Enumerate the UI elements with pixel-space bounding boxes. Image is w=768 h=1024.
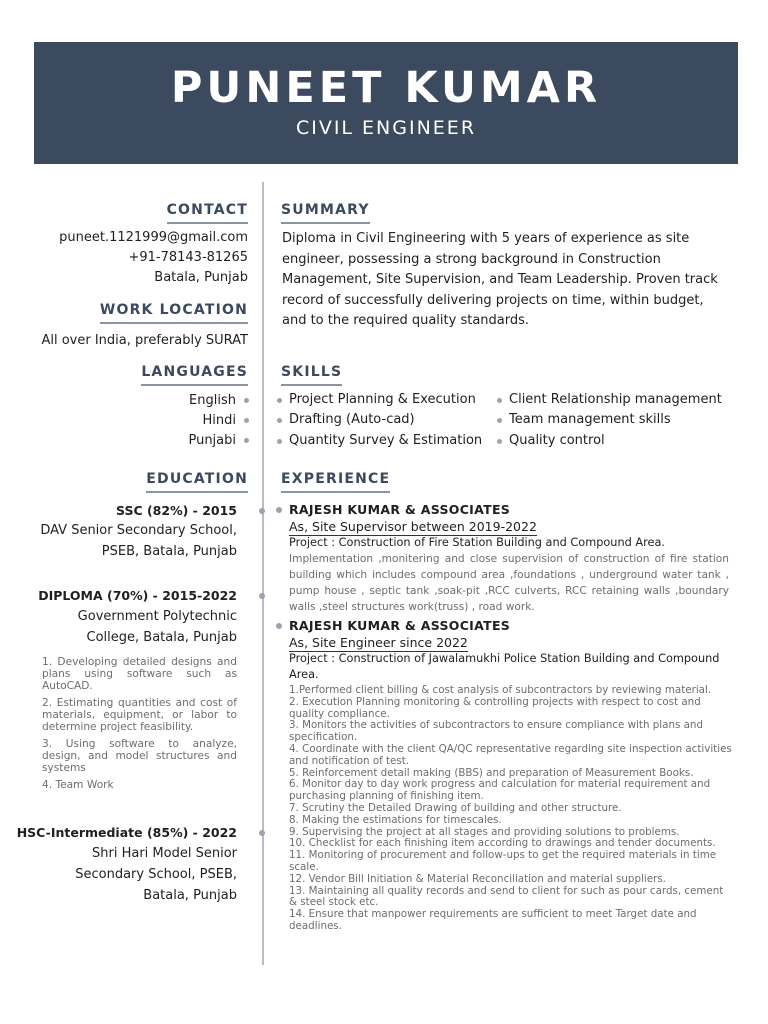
experience-heading: EXPERIENCE <box>281 470 390 493</box>
experience-role: As, Site Engineer since 2022 <box>289 635 468 650</box>
education-title: SSC (82%) - 2015 <box>116 503 237 518</box>
duty-item: 9. Supervising the project at all stages and providing solutions to problems. <box>289 825 680 838</box>
education-heading: EDUCATION <box>146 470 248 493</box>
education-bullet: 2. Estimating quantities and cost of materials, equipment, or labor to determine project feasibility. <box>42 697 237 733</box>
experience-duties <box>289 685 734 933</box>
experience-company: RAJESH KUMAR & ASSOCIATES <box>289 618 511 633</box>
timeline-dot <box>276 507 282 513</box>
experience-company: RAJESH KUMAR & ASSOCIATES <box>289 502 511 517</box>
summary-text: Diploma in Civil Engineering with 5 years of experience as site engineer, possessing a strong background in Construction Management, Site Supervision, and Team Leadership. Proven track record of successfully delivering projects on time, within budget, and to the required quality standards. <box>282 231 718 328</box>
language-dot <box>244 398 249 403</box>
education-bullet: 1. Developing detailed designs and plans using software such as AutoCAD. <box>42 656 237 692</box>
language-dot <box>244 438 249 443</box>
timeline-dot <box>259 830 265 836</box>
education-school: DAV Senior Secondary School, <box>40 523 237 538</box>
education-school: PSEB, Batala, Punjab <box>101 544 237 559</box>
experience-description: Implementation ,monitering and close supervision of construction of fire station building which includes compound area ,foundations , underground water tank , pump house , septic tank ,soak-pit ,RCC culverts, RCC retaining walls ,boundary walls ,steel structures work(truss) , road work. <box>289 553 729 613</box>
experience-role: As, Site Supervisor between 2019-2022 <box>289 519 537 534</box>
column-divider <box>262 182 264 965</box>
duty-item: 7. Scrutiny the Detailed Drawing of building and other structure. <box>289 801 622 814</box>
language-item: English <box>189 393 236 408</box>
header-banner <box>34 42 738 164</box>
duty-item: 4. Coordinate with the client QA/QC representative regarding site inspection activities and notification of test. <box>289 742 732 767</box>
education-bullet: 4. Team Work <box>42 779 114 791</box>
duty-item: 2. Execution Planning monitoring & controlling projects with respect to cost and quality compliance. <box>289 695 701 720</box>
timeline-dot <box>259 593 265 599</box>
contact-phone[interactable]: +91-78143-81265 <box>128 250 248 265</box>
timeline-dot <box>276 623 282 629</box>
work-location-heading: WORK LOCATION <box>100 301 248 324</box>
experience-project: Project : Construction of Jawalamukhi Police Station Building and Compound Area. <box>289 652 720 681</box>
skill-item: Team management skills <box>497 410 671 430</box>
education-bullet: 3. Using software to analyze, design, and model structures and systems <box>42 738 237 774</box>
contact-location: Batala, Punjab <box>154 270 248 285</box>
experience-project: Project : Construction of Fire Station Building and Compound Area. <box>289 536 665 549</box>
languages-heading: LANGUAGES <box>141 363 248 386</box>
contact-heading: CONTACT <box>167 201 248 224</box>
skill-item: Quality control <box>497 431 605 451</box>
timeline-dot <box>259 508 265 514</box>
duty-item: 6. Monitor day to day work progress and calculation for material requirement and purchasing planning of finishing item. <box>289 778 711 803</box>
duty-item: 1.Performed client billing & cost analysis of subcontractors by reviewing material. <box>289 684 712 696</box>
duty-item: 13. Maintaining all quality records and send to client for such as pour cards, cement & steel stock etc. <box>289 884 724 909</box>
duty-item: 5. Reinforcement detail making (BBS) and preparation of Measurement Books. <box>289 766 694 779</box>
education-school: Government Polytechnic <box>77 609 237 624</box>
education-title: HSC-Intermediate (85%) - 2022 <box>16 825 237 840</box>
candidate-name: PUNEET KUMAR <box>170 63 602 113</box>
skill-item: Quantity Survey & Estimation <box>277 431 482 451</box>
duty-item: 3. Monitors the activities of subcontractors to ensure compliance with plans and specification. <box>289 719 703 744</box>
skill-item: Client Relationship management <box>497 390 722 410</box>
education-school: College, Batala, Punjab <box>86 630 237 645</box>
duty-item: 11. Monitoring of procurement and follow-ups to get the required materials in time scale. <box>289 849 717 873</box>
duty-item: 12. Vendor Bill Initiation & Material Reconciliation and material suppliers. <box>289 872 666 885</box>
education-school: Secondary School, PSEB, <box>75 867 237 882</box>
skills-heading: SKILLS <box>281 363 342 386</box>
duty-item: 8. Making the estimations for timescales. <box>289 813 502 826</box>
language-item: Hindi <box>202 413 236 428</box>
language-dot <box>244 418 249 423</box>
candidate-title: CIVIL ENGINEER <box>295 117 477 139</box>
duty-item: 10. Checklist for each finishing item according to drawings and tender documents. <box>289 837 716 850</box>
summary-heading: SUMMARY <box>281 201 370 224</box>
education-title: DIPLOMA (70%) - 2015-2022 <box>38 588 237 603</box>
education-school: Shri Hari Model Senior <box>92 846 237 861</box>
work-location-value: All over India, preferably SURAT <box>41 333 248 348</box>
education-bullets <box>42 656 237 796</box>
education-school: Batala, Punjab <box>143 888 237 903</box>
duty-item: 14. Ensure that manpower requirements are sufficient to meet Target date and deadlines. <box>289 908 697 932</box>
skill-item: Project Planning & Execution <box>277 390 476 410</box>
skill-item: Drafting (Auto-cad) <box>277 410 415 430</box>
language-item: Punjabi <box>188 433 236 448</box>
contact-email[interactable]: puneet.1121999@gmail.com <box>59 230 248 245</box>
